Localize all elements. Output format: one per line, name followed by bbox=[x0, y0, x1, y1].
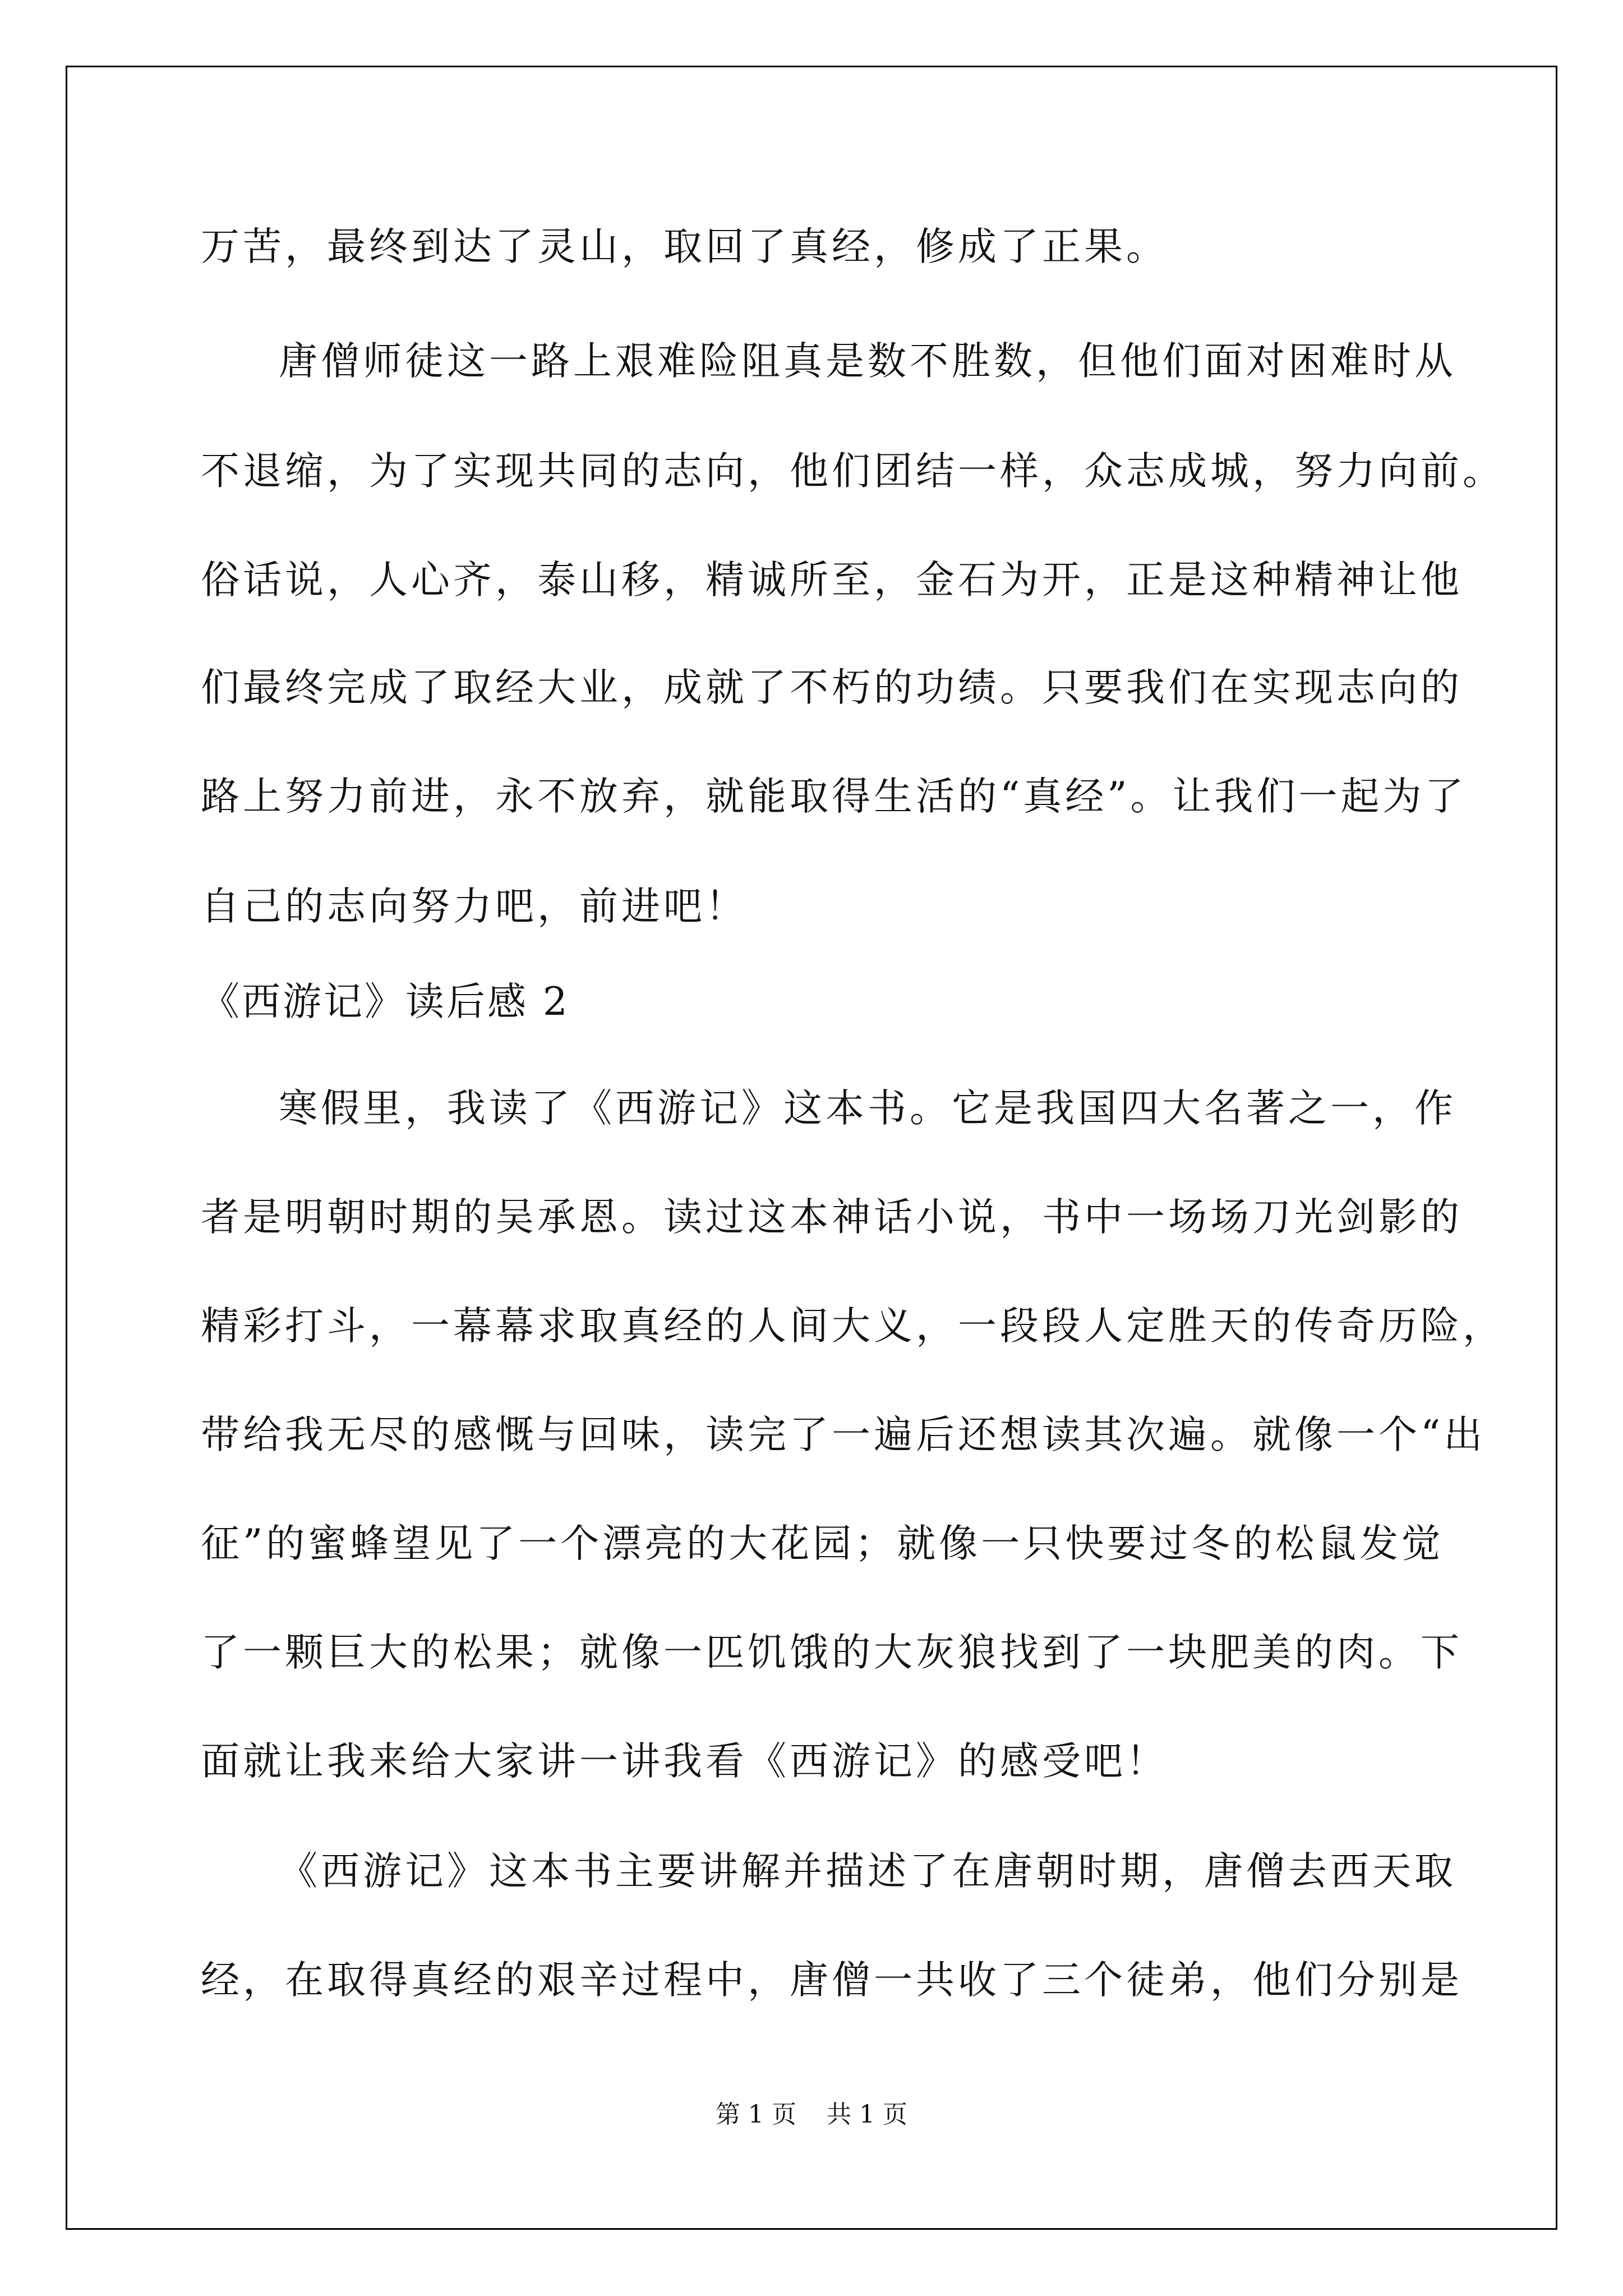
body-line: 带给我无尽的感慨与回味，读完了一遍后还想读其次遍。就像一个“出 bbox=[201, 1412, 1486, 1457]
body-line: 俗话说，人心齐，泰山移，精诚所至，金石为开，正是这种精神让他 bbox=[201, 558, 1463, 602]
body-line: 者是明朝时期的吴承恩。读过这本神话小说，书中一场场刀光剑影的 bbox=[201, 1195, 1463, 1240]
page-footer bbox=[0, 2098, 1623, 2132]
body-line: 征”的蜜蜂望见了一个漂亮的大花园；就像一只快要过冬的松鼠发觉 bbox=[201, 1521, 1444, 1566]
paragraph-line: 《西游记》这本书主要讲解并描述了在唐朝时期，唐僧去西天取 bbox=[279, 1849, 1456, 1894]
body-line: 经，在取得真经的艰辛过程中，唐僧一共收了三个徒弟，他们分别是 bbox=[201, 1958, 1463, 2003]
body-line: 自己的志向努力吧，前进吧！ bbox=[201, 884, 748, 929]
body-line-1: 万苦，最终到达了灵山，取回了真经，修成了正果。 bbox=[201, 224, 1168, 269]
body-line: 面就让我来给大家讲一讲我看《西游记》的感受吧！ bbox=[201, 1739, 1168, 1784]
section-heading: 《西游记》读后感 2 bbox=[201, 979, 570, 1024]
body-line: 们最终完成了取经大业，成就了不朽的功绩。只要我们在实现志向的 bbox=[201, 665, 1463, 710]
page-total: 共 1 页 bbox=[827, 2100, 907, 2129]
page-border bbox=[66, 66, 1557, 2230]
body-line: 不退缩，为了实现共同的志向，他们团结一样，众志成城，努力向前。 bbox=[201, 449, 1505, 494]
paragraph-line: 唐僧师徒这一路上艰难险阻真是数不胜数，但他们面对困难时从 bbox=[279, 339, 1456, 384]
body-line: 精彩打斗，一幕幕求取真经的人间大义，一段段人定胜天的传奇历险， bbox=[201, 1304, 1505, 1349]
paragraph-line: 寒假里，我读了《西游记》这本书。它是我国四大名著之一，作 bbox=[279, 1086, 1456, 1131]
body-line: 了一颗巨大的松果；就像一匹饥饿的大灰狼找到了一块肥美的肉。下 bbox=[201, 1630, 1463, 1675]
page-number: 第 1 页 bbox=[716, 2100, 796, 2129]
body-line: 路上努力前进，永不放弃，就能取得生活的“真经”。让我们一起为了 bbox=[201, 774, 1467, 819]
